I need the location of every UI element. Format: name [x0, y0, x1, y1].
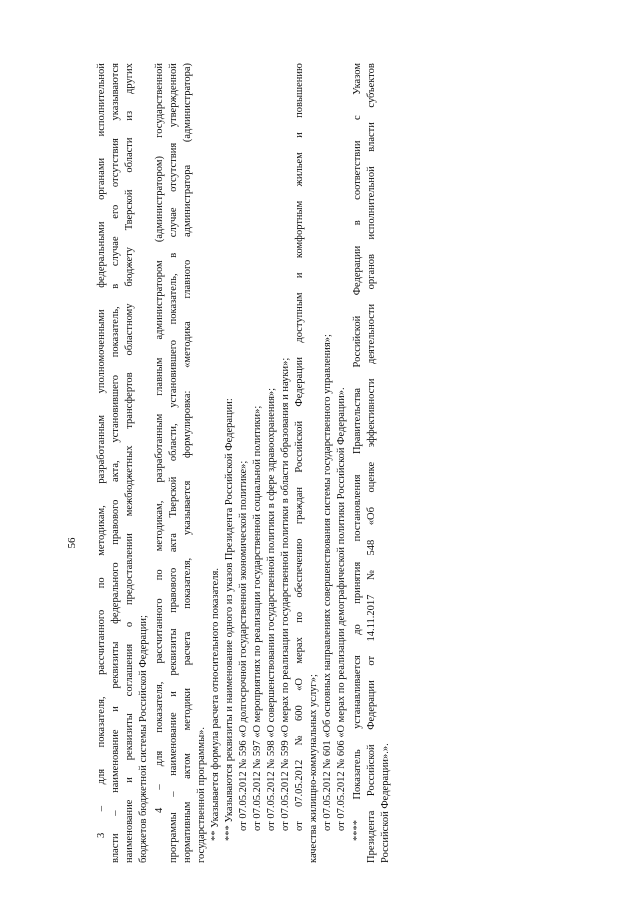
text-line: [181, 63, 194, 863]
word: доступным: [294, 292, 305, 343]
word: 548: [366, 539, 377, 556]
word: государственной: [154, 63, 165, 138]
word: акта: [168, 533, 179, 553]
word: формулировка:: [182, 390, 193, 458]
word: федерального: [110, 562, 121, 624]
word: расчета: [182, 631, 193, 666]
word: органов: [366, 254, 377, 290]
word: субъектов: [366, 63, 377, 108]
word: –: [168, 791, 179, 797]
text-line: Российской Федерации».».: [380, 743, 391, 863]
word: ****: [352, 820, 363, 841]
word: наименование: [124, 799, 135, 863]
word: наименование: [110, 729, 121, 793]
word: Федерации: [366, 680, 377, 730]
word: области,: [168, 423, 179, 462]
word: 4: [154, 807, 165, 813]
rotated-text-block: [66, 63, 430, 863]
word: программы: [168, 812, 179, 863]
word: уполномоченными: [96, 309, 107, 394]
word: устанавливается: [352, 655, 363, 729]
word: мерах: [294, 637, 305, 664]
word: обеспечению: [294, 538, 305, 598]
word: реквизиты: [168, 628, 179, 676]
word: актом: [182, 753, 193, 779]
word: Правительства: [352, 387, 363, 455]
word: методикам,: [96, 505, 107, 556]
word: показателя,: [96, 696, 107, 748]
word: Указом: [352, 63, 363, 95]
word: «О: [294, 677, 305, 691]
word: Президента: [366, 810, 377, 863]
word: администратора: [182, 164, 193, 238]
word: эффективности: [366, 378, 377, 448]
text-line: [153, 63, 166, 863]
word: по: [294, 611, 305, 623]
text-line: [123, 63, 136, 863]
word: «методика: [182, 321, 193, 368]
word: показатель,: [168, 273, 179, 325]
word: трансфертов: [124, 372, 135, 429]
word: правового: [110, 499, 121, 545]
word: предоставлении: [124, 533, 135, 605]
text-line: [293, 63, 306, 863]
text-line: [167, 63, 180, 863]
word: до: [352, 624, 363, 635]
text-line: [109, 63, 122, 863]
word: повышению: [294, 63, 305, 118]
word: по: [154, 569, 165, 581]
word: о: [124, 621, 135, 628]
word: рассчитанного: [154, 598, 165, 664]
word: «Об: [366, 507, 377, 526]
word: и: [294, 132, 305, 138]
word: деятельности: [366, 303, 377, 364]
word: правового: [168, 567, 179, 613]
word: граждан: [294, 487, 305, 525]
word: для: [154, 750, 165, 767]
word: рассчитанного: [96, 609, 107, 675]
word: жильем: [294, 152, 305, 187]
word: соглашения: [124, 643, 135, 697]
text-line: [95, 63, 108, 863]
word: методикам,: [154, 500, 165, 552]
word: показателя,: [154, 681, 165, 733]
word: методики: [182, 687, 193, 731]
text-line: [351, 63, 364, 863]
word: указывается: [182, 480, 193, 536]
word: (администратором): [154, 156, 165, 243]
word: реквизиты: [110, 641, 121, 689]
word: и: [110, 706, 121, 712]
text-line: *** Указываются реквизиты и наименование одного из указов Президента Российской Федерации:: [224, 398, 235, 841]
word: Показатель: [352, 749, 363, 800]
word: 07.05.2012: [294, 759, 305, 807]
word: показатель,: [110, 306, 121, 358]
word: исполнительной: [366, 166, 377, 240]
text-line: государственной программы».: [196, 726, 207, 863]
word: принятия: [352, 561, 363, 604]
word: Тверской: [124, 189, 135, 231]
word: в: [352, 220, 363, 226]
word: и: [294, 272, 305, 279]
word: других: [124, 63, 135, 95]
word: межбюджетных: [124, 445, 135, 517]
text-line: от 07.05.2012 № 598 «О совершенствовании государственной политики в сфере здравоохранения»;: [266, 387, 277, 831]
word: случае: [168, 207, 179, 238]
text-line: от 07.05.2012 № 606 «О мерах по реализации демографической политики Российской Федерации».: [336, 387, 347, 831]
word: 14.11.2017: [366, 594, 377, 642]
word: утвержденной: [168, 63, 179, 128]
word: в: [168, 252, 179, 258]
text-line: [365, 63, 378, 863]
word: от: [294, 821, 305, 831]
word: в: [110, 283, 121, 289]
page-number: 56: [66, 537, 78, 549]
word: органами: [96, 157, 107, 200]
word: отсутствия: [168, 142, 179, 192]
word: от: [366, 655, 377, 666]
word: областному: [124, 303, 135, 356]
text-line: от 07.05.2012 № 596 «О долгосрочной государственной экономической политике»;: [238, 460, 249, 831]
word: №: [366, 570, 377, 581]
word: и: [124, 777, 135, 783]
word: отсутствия: [110, 138, 121, 188]
word: –: [154, 784, 165, 790]
word: постановления: [352, 474, 363, 542]
word: главного: [182, 259, 193, 299]
word: федеральными: [96, 221, 107, 288]
word: (администратора): [182, 63, 193, 143]
word: по: [96, 577, 107, 589]
word: бюджету: [124, 247, 135, 287]
word: разработанным: [154, 413, 165, 483]
word: Федерации: [294, 356, 305, 407]
word: показателя,: [182, 557, 193, 609]
word: установившего: [168, 339, 179, 408]
word: Российской: [352, 315, 363, 368]
text-line: ** Указывается формула расчета относительного показателя.: [210, 568, 221, 841]
word: из: [124, 110, 135, 121]
word: с: [352, 115, 363, 121]
word: указываются: [110, 63, 121, 121]
word: №: [294, 735, 305, 746]
word: –: [96, 805, 107, 812]
word: комфортным: [294, 200, 305, 259]
word: исполнительной: [96, 63, 107, 137]
text-line: от 07.05.2012 № 601 «Об основных направлениях совершенствования системы государственного управления»;: [322, 334, 333, 831]
word: Российской: [366, 744, 377, 797]
word: 600: [294, 705, 305, 721]
word: Федерации: [352, 245, 363, 296]
word: –: [110, 810, 121, 816]
word: соответствии: [352, 140, 363, 200]
word: акта,: [110, 460, 121, 482]
word: нормативным: [182, 801, 193, 863]
word: установившего: [110, 374, 121, 443]
word: области: [124, 137, 135, 173]
word: реквизиты: [124, 713, 135, 761]
word: власти: [110, 833, 121, 863]
text-line: от 07.05.2012 № 599 «О мерах по реализации государственной политики в области образования и науки»;: [280, 357, 291, 831]
word: и: [168, 691, 179, 697]
text-line: бюджетов бюджетной системы Российской Федерации;: [138, 615, 149, 863]
word: наименование: [168, 712, 179, 776]
word: разработанным: [96, 414, 107, 484]
word: его: [110, 204, 121, 219]
word: Российской: [294, 420, 305, 473]
word: для: [96, 768, 107, 785]
word: главным: [154, 357, 165, 396]
word: администратором: [154, 260, 165, 340]
word: власти: [366, 122, 377, 152]
word: 3: [96, 832, 107, 838]
word: оценке: [366, 461, 377, 493]
word: Тверской: [168, 476, 179, 518]
text-line: от 07.05.2012 № 597 «О мероприятиях по реализации государственной социальной политики»;: [252, 405, 263, 831]
word: случае: [110, 236, 121, 267]
text-line: качества жилищно-коммунальных услуг»;: [308, 674, 319, 863]
